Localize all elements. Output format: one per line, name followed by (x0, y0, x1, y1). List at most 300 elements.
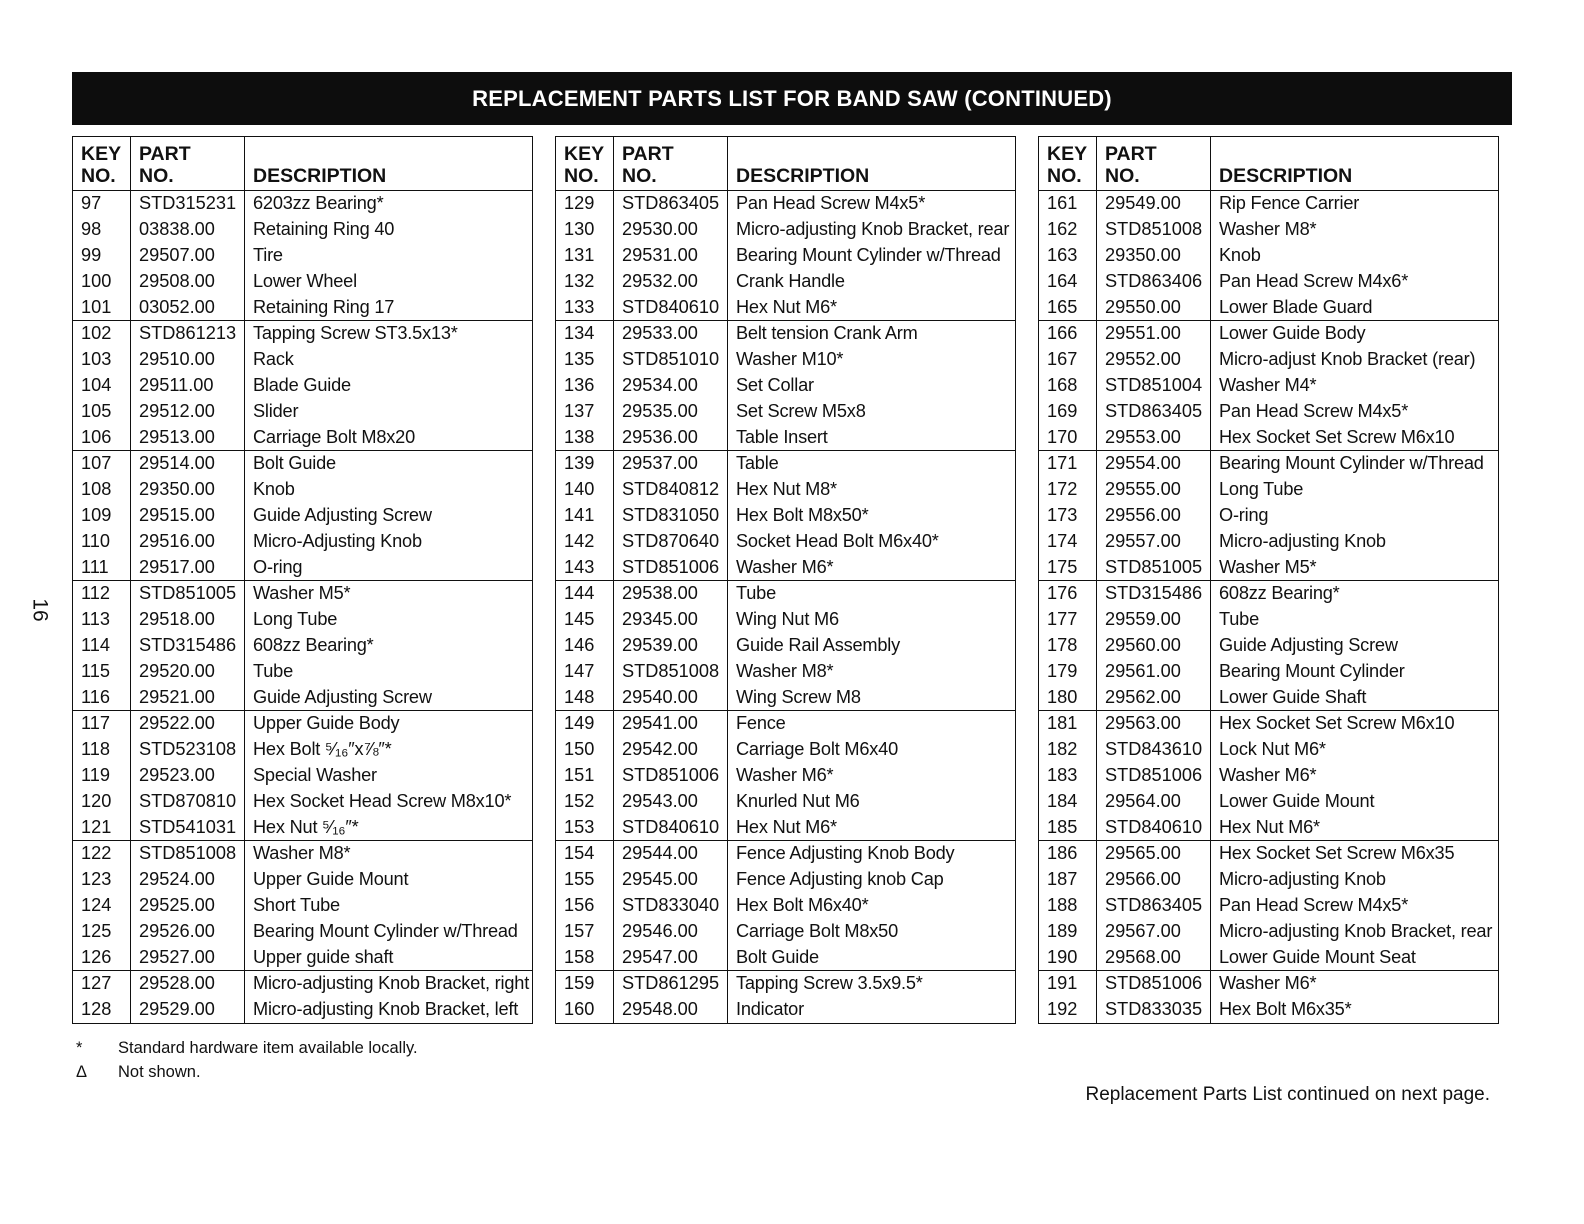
part-no-cell: 29551.00 (1097, 320, 1211, 346)
part-no-cell: 29552.00 (1097, 347, 1211, 373)
part-no-cell: STD843610 (1097, 737, 1211, 763)
part-no-cell: STD863405 (1097, 398, 1211, 424)
key-no-cell: 169 (1047, 400, 1078, 421)
key-no-cell: 113 (81, 609, 110, 630)
table-row (556, 867, 1016, 893)
description-cell: Lower Guide Body (1211, 320, 1499, 346)
key-no-cell: 185 (1047, 816, 1078, 837)
description-cell: Carriage Bolt M8x20 (245, 424, 533, 450)
table-row (1039, 347, 1499, 373)
footnote-symbol: Δ (76, 1063, 88, 1081)
table-row (1039, 528, 1499, 554)
key-no-cell: 161 (1047, 193, 1078, 214)
table-row (556, 373, 1016, 399)
description-cell: O-ring (1211, 503, 1499, 529)
key-no-cell: 152 (564, 790, 595, 811)
key-no-cell: 101 (81, 296, 112, 317)
table-row (73, 217, 533, 243)
key-no-cell: 102 (73, 320, 131, 346)
key-no-cell: 141 (564, 504, 595, 525)
key-no-cell: 150 (564, 739, 595, 760)
description-cell: Knurled Nut M6 (728, 788, 1016, 814)
key-no-cell: 156 (564, 894, 595, 915)
key-no-cell: 112 (73, 580, 131, 606)
part-no-cell: STD861213 (131, 320, 245, 346)
part-no-cell: 29514.00 (131, 450, 245, 476)
table-row (556, 268, 1016, 294)
part-no-cell: 29533.00 (614, 320, 728, 346)
key-no-header (556, 137, 614, 191)
key-no-cell: 163 (1047, 244, 1078, 265)
table-row (556, 658, 1016, 684)
key-no-cell: 188 (1047, 894, 1078, 915)
description-header-text: DESCRIPTION (736, 165, 870, 187)
table-row (73, 294, 533, 320)
description-cell: Micro-adjusting Knob Bracket, right (245, 970, 533, 996)
key-no-cell: 145 (564, 609, 595, 630)
description-cell: Carriage Bolt M6x40 (728, 737, 1016, 763)
part-no-cell: STD840610 (614, 294, 728, 320)
key-no-cell: 184 (1047, 790, 1078, 811)
table-row (1039, 191, 1499, 217)
key-no-cell: 146 (564, 634, 595, 655)
key-no-cell: 107 (73, 450, 131, 476)
key-no-cell: 125 (81, 920, 112, 941)
page-number: 16 (28, 598, 52, 622)
description-cell: Hex Bolt M8x50* (728, 503, 1016, 529)
part-no-cell: 29507.00 (131, 243, 245, 269)
description-cell: Tapping Screw 3.5x9.5* (728, 970, 1016, 996)
description-cell: Hex Socket Head Screw M8x10* (245, 788, 533, 814)
description-cell: Hex Nut M8* (728, 477, 1016, 503)
key-no-cell: 190 (1047, 946, 1078, 967)
part-no-cell: 29548.00 (614, 997, 728, 1023)
part-no-cell: 29543.00 (614, 788, 728, 814)
description-cell: Knob (245, 477, 533, 503)
part-no-cell: STD870810 (131, 788, 245, 814)
description-cell: Lower Blade Guard (1211, 294, 1499, 320)
description-cell: Hex Bolt M6x35* (1211, 997, 1499, 1023)
part-no-header (614, 137, 728, 191)
table-row (73, 268, 533, 294)
description-cell: Table Insert (728, 424, 1016, 450)
table-row (556, 554, 1016, 580)
key-no-cell: 158 (564, 946, 595, 967)
table-row (1039, 580, 1499, 606)
key-no-cell: 120 (81, 790, 112, 811)
description-cell: 6203zz Bearing* (245, 191, 533, 217)
description-cell: Set Collar (728, 373, 1016, 399)
key-no-cell: 187 (1047, 869, 1078, 890)
part-no-cell: STD840610 (1097, 814, 1211, 840)
table-row (556, 840, 1016, 866)
footnote-text: Not shown. (118, 1063, 201, 1081)
key-no-header-text: NO. (1047, 165, 1082, 187)
key-no-header (1039, 137, 1097, 191)
key-no-header-text: NO. (81, 165, 116, 187)
key-no-cell: 153 (564, 816, 595, 837)
table-row (73, 450, 533, 476)
key-no-cell: 121 (81, 816, 112, 837)
description-cell: Bolt Guide (245, 450, 533, 476)
part-no-cell: 29561.00 (1097, 658, 1211, 684)
part-no-cell: 29566.00 (1097, 867, 1211, 893)
part-no-cell: 29550.00 (1097, 294, 1211, 320)
table-row (556, 398, 1016, 424)
key-no-cell: 111 (81, 556, 109, 577)
table-row (556, 580, 1016, 606)
key-no-cell: 148 (564, 686, 595, 707)
part-no-header-text: PART (139, 143, 191, 165)
table-row (73, 398, 533, 424)
description-cell: Hex Bolt ⁵⁄₁₆″x⅞″* (245, 737, 533, 763)
part-no-header-text: PART (1105, 143, 1157, 165)
key-no-header (73, 137, 131, 191)
table-row (556, 477, 1016, 503)
key-no-cell: 177 (1047, 609, 1078, 630)
key-no-cell: 181 (1039, 710, 1097, 736)
table-row (73, 918, 533, 944)
description-cell: Micro-adjusting Knob (1211, 528, 1499, 554)
description-cell: Lock Nut M6* (1211, 737, 1499, 763)
key-no-cell: 99 (81, 244, 102, 265)
description-cell: Hex Socket Set Screw M6x35 (1211, 840, 1499, 866)
description-cell: Tapping Screw ST3.5x13* (245, 320, 533, 346)
description-cell: Retaining Ring 40 (245, 217, 533, 243)
key-no-cell: 167 (1047, 349, 1078, 370)
part-no-cell: 29508.00 (131, 268, 245, 294)
part-no-cell: STD831050 (614, 503, 728, 529)
part-no-cell: STD863405 (1097, 893, 1211, 919)
part-no-cell: 29536.00 (614, 424, 728, 450)
part-no-cell: 29345.00 (614, 607, 728, 633)
table-row (73, 528, 533, 554)
key-no-cell: 130 (564, 219, 595, 240)
table-row (73, 763, 533, 789)
part-no-cell: 29542.00 (614, 737, 728, 763)
key-no-cell: 151 (564, 764, 595, 785)
part-no-cell: 03052.00 (131, 294, 245, 320)
table-row (556, 528, 1016, 554)
part-no-cell: STD851006 (614, 763, 728, 789)
key-no-cell: 139 (556, 450, 614, 476)
description-cell: Micro-adjusting Knob Bracket, rear (1211, 918, 1499, 944)
table-row (73, 191, 533, 217)
description-cell: Guide Adjusting Screw (1211, 633, 1499, 659)
table-row (73, 580, 533, 606)
parts-table-2 (555, 136, 1016, 1024)
table-row (556, 710, 1016, 736)
description-cell: Washer M8* (1211, 217, 1499, 243)
table-row (556, 814, 1016, 840)
description-cell: Fence (728, 710, 1016, 736)
description-cell: Pan Head Screw M4x5* (1211, 398, 1499, 424)
key-no-cell: 131 (564, 244, 595, 265)
key-no-header-text: NO. (564, 165, 599, 187)
table-row (73, 970, 533, 996)
part-no-cell: 29511.00 (131, 373, 245, 399)
table-row (1039, 814, 1499, 840)
description-cell: Washer M8* (245, 840, 533, 866)
description-cell: Table (728, 450, 1016, 476)
description-cell: Special Washer (245, 763, 533, 789)
table-row (73, 737, 533, 763)
part-no-header-text: NO. (1105, 165, 1140, 187)
key-no-cell: 191 (1039, 970, 1097, 996)
description-cell: Fence Adjusting Knob Body (728, 840, 1016, 866)
part-no-cell: 29520.00 (131, 658, 245, 684)
description-cell: Set Screw M5x8 (728, 398, 1016, 424)
description-cell: Bearing Mount Cylinder w/Thread (728, 243, 1016, 269)
table-row (73, 710, 533, 736)
table-row (556, 684, 1016, 710)
part-no-cell: 29546.00 (614, 918, 728, 944)
part-no-cell: 29530.00 (614, 217, 728, 243)
key-no-cell: 175 (1047, 556, 1078, 577)
table-row (556, 191, 1016, 217)
key-no-cell: 154 (556, 840, 614, 866)
description-cell: Retaining Ring 17 (245, 294, 533, 320)
table-row (556, 217, 1016, 243)
footnotes (72, 1036, 418, 1084)
part-no-cell: 29541.00 (614, 710, 728, 736)
key-no-header-text: KEY (81, 143, 122, 165)
key-no-cell: 157 (564, 920, 595, 941)
footnote-symbol: * (76, 1039, 83, 1057)
description-cell: Wing Nut M6 (728, 607, 1016, 633)
description-cell: Long Tube (245, 607, 533, 633)
key-no-cell: 162 (1047, 219, 1078, 240)
key-no-cell: 165 (1047, 296, 1078, 317)
description-cell: Indicator (728, 997, 1016, 1023)
description-cell: Micro-adjusting Knob (1211, 867, 1499, 893)
description-cell: Washer M5* (245, 580, 533, 606)
part-no-cell: 29516.00 (131, 528, 245, 554)
part-no-cell: STD840610 (614, 814, 728, 840)
part-no-header-text: PART (622, 143, 674, 165)
key-no-cell: 118 (81, 739, 110, 760)
table-header-row (73, 137, 533, 191)
description-cell: Bolt Guide (728, 944, 1016, 970)
description-cell: Guide Adjusting Screw (245, 503, 533, 529)
part-no-cell: STD870640 (614, 528, 728, 554)
key-no-cell: 149 (556, 710, 614, 736)
part-no-cell: STD851004 (1097, 373, 1211, 399)
description-cell: Washer M5* (1211, 554, 1499, 580)
table-row (1039, 607, 1499, 633)
part-no-cell: STD851006 (1097, 763, 1211, 789)
table-row (73, 243, 533, 269)
part-no-cell: 29525.00 (131, 893, 245, 919)
key-no-cell: 136 (564, 374, 595, 395)
parts-table-1 (72, 136, 533, 1024)
part-no-cell: STD851005 (1097, 554, 1211, 580)
part-no-header-text: NO. (622, 165, 657, 187)
key-no-cell: 135 (564, 349, 595, 370)
part-no-cell: 29562.00 (1097, 684, 1211, 710)
part-no-cell: STD315486 (1097, 580, 1211, 606)
table-row (1039, 554, 1499, 580)
part-no-cell: 29555.00 (1097, 477, 1211, 503)
part-no-cell: 29557.00 (1097, 528, 1211, 554)
part-no-cell: STD833035 (1097, 997, 1211, 1023)
key-no-cell: 192 (1047, 999, 1078, 1020)
description-cell: Lower Wheel (245, 268, 533, 294)
description-cell: Upper Guide Mount (245, 867, 533, 893)
description-cell: Blade Guide (245, 373, 533, 399)
table-row (1039, 997, 1499, 1023)
key-no-cell: 115 (81, 660, 110, 681)
part-no-cell: STD851006 (1097, 970, 1211, 996)
description-cell: Hex Nut M6* (728, 294, 1016, 320)
part-no-cell: STD861295 (614, 970, 728, 996)
part-no-cell: 29537.00 (614, 450, 728, 476)
part-no-cell: 29565.00 (1097, 840, 1211, 866)
part-no-cell: 29518.00 (131, 607, 245, 633)
key-no-cell: 129 (564, 193, 595, 214)
key-no-header-text: KEY (1047, 143, 1088, 165)
part-no-cell: STD851006 (614, 554, 728, 580)
key-no-cell: 160 (564, 999, 595, 1020)
continued-note: Replacement Parts List continued on next page. (1085, 1084, 1490, 1105)
table-row (1039, 373, 1499, 399)
key-no-cell: 117 (73, 710, 131, 736)
part-no-cell: 29538.00 (614, 580, 728, 606)
key-no-cell: 137 (564, 400, 595, 421)
key-no-cell: 147 (564, 660, 595, 681)
table-row (1039, 450, 1499, 476)
key-no-cell: 132 (564, 270, 595, 291)
part-no-cell: 29564.00 (1097, 788, 1211, 814)
table-row (556, 607, 1016, 633)
description-cell: Crank Handle (728, 268, 1016, 294)
key-no-cell: 128 (81, 999, 112, 1020)
table-row (1039, 788, 1499, 814)
description-cell: Hex Nut M6* (728, 814, 1016, 840)
key-no-cell: 173 (1047, 504, 1078, 525)
part-no-cell: 29515.00 (131, 503, 245, 529)
key-no-cell: 179 (1047, 660, 1078, 681)
table-row (73, 503, 533, 529)
part-no-cell: 29556.00 (1097, 503, 1211, 529)
description-cell: Washer M6* (1211, 970, 1499, 996)
key-no-cell: 98 (81, 219, 102, 240)
table-row (556, 424, 1016, 450)
part-no-cell: 29534.00 (614, 373, 728, 399)
table-row (1039, 710, 1499, 736)
key-no-cell: 103 (81, 349, 112, 370)
part-no-cell: STD840812 (614, 477, 728, 503)
table-row (556, 997, 1016, 1023)
part-no-cell: 29553.00 (1097, 424, 1211, 450)
description-cell: Hex Socket Set Screw M6x10 (1211, 424, 1499, 450)
part-no-cell: 29539.00 (614, 633, 728, 659)
part-no-cell: 29350.00 (1097, 243, 1211, 269)
table-row (73, 424, 533, 450)
description-cell: Washer M6* (1211, 763, 1499, 789)
description-cell: Bearing Mount Cylinder w/Thread (245, 918, 533, 944)
part-no-cell: 29567.00 (1097, 918, 1211, 944)
table-row (556, 450, 1016, 476)
part-no-cell: 03838.00 (131, 217, 245, 243)
table-row (1039, 893, 1499, 919)
part-no-cell: 29549.00 (1097, 191, 1211, 217)
description-cell: Hex Bolt M6x40* (728, 893, 1016, 919)
description-cell: Upper guide shaft (245, 944, 533, 970)
description-cell: Wing Screw M8 (728, 684, 1016, 710)
key-no-cell: 119 (81, 764, 110, 785)
part-no-cell: STD863405 (614, 191, 728, 217)
table-row (73, 320, 533, 346)
part-no-cell: 29547.00 (614, 944, 728, 970)
part-no-cell: 29529.00 (131, 997, 245, 1023)
description-cell: Hex Nut M6* (1211, 814, 1499, 840)
part-no-cell: 29526.00 (131, 918, 245, 944)
key-no-cell: 138 (564, 426, 595, 447)
table-row (73, 840, 533, 866)
key-no-cell: 122 (73, 840, 131, 866)
description-cell: Tube (1211, 607, 1499, 633)
key-no-cell: 114 (81, 634, 110, 655)
part-no-cell: 29523.00 (131, 763, 245, 789)
description-cell: Micro-Adjusting Knob (245, 528, 533, 554)
key-no-cell: 180 (1047, 686, 1078, 707)
part-no-header (131, 137, 245, 191)
footnote-not-shown (72, 1060, 418, 1084)
key-no-cell: 100 (81, 270, 112, 291)
table-row (1039, 477, 1499, 503)
key-no-cell: 105 (81, 400, 112, 421)
table-row (73, 477, 533, 503)
key-no-cell: 155 (564, 869, 595, 890)
key-no-cell: 123 (81, 869, 112, 890)
part-no-cell: 29524.00 (131, 867, 245, 893)
key-no-header-text: KEY (564, 143, 605, 165)
key-no-cell: 97 (81, 193, 102, 214)
description-cell: Washer M6* (728, 763, 1016, 789)
table-row (1039, 217, 1499, 243)
key-no-cell: 116 (81, 686, 110, 707)
key-no-cell: 109 (81, 504, 112, 525)
part-no-cell: 29568.00 (1097, 944, 1211, 970)
table-row (556, 763, 1016, 789)
description-header-text: DESCRIPTION (1219, 165, 1353, 187)
key-no-cell: 143 (564, 556, 595, 577)
table-row (556, 970, 1016, 996)
description-cell: Tube (728, 580, 1016, 606)
key-no-cell: 172 (1047, 479, 1078, 500)
key-no-cell: 106 (81, 426, 112, 447)
part-no-cell: 29512.00 (131, 398, 245, 424)
table-row (1039, 970, 1499, 996)
description-cell: Hex Nut ⁵⁄₁₆″* (245, 814, 533, 840)
key-no-cell: 124 (81, 894, 112, 915)
part-no-cell: 29522.00 (131, 710, 245, 736)
part-no-cell: STD851010 (614, 347, 728, 373)
table-row (73, 867, 533, 893)
description-cell: Washer M10* (728, 347, 1016, 373)
key-no-cell: 110 (81, 530, 110, 551)
table-row (1039, 658, 1499, 684)
part-no-cell: 29528.00 (131, 970, 245, 996)
table-row (1039, 320, 1499, 346)
table-row (73, 554, 533, 580)
description-cell: Slider (245, 398, 533, 424)
table-row (73, 944, 533, 970)
key-no-cell: 189 (1047, 920, 1078, 941)
part-no-cell: 29527.00 (131, 944, 245, 970)
key-no-cell: 182 (1047, 739, 1078, 760)
